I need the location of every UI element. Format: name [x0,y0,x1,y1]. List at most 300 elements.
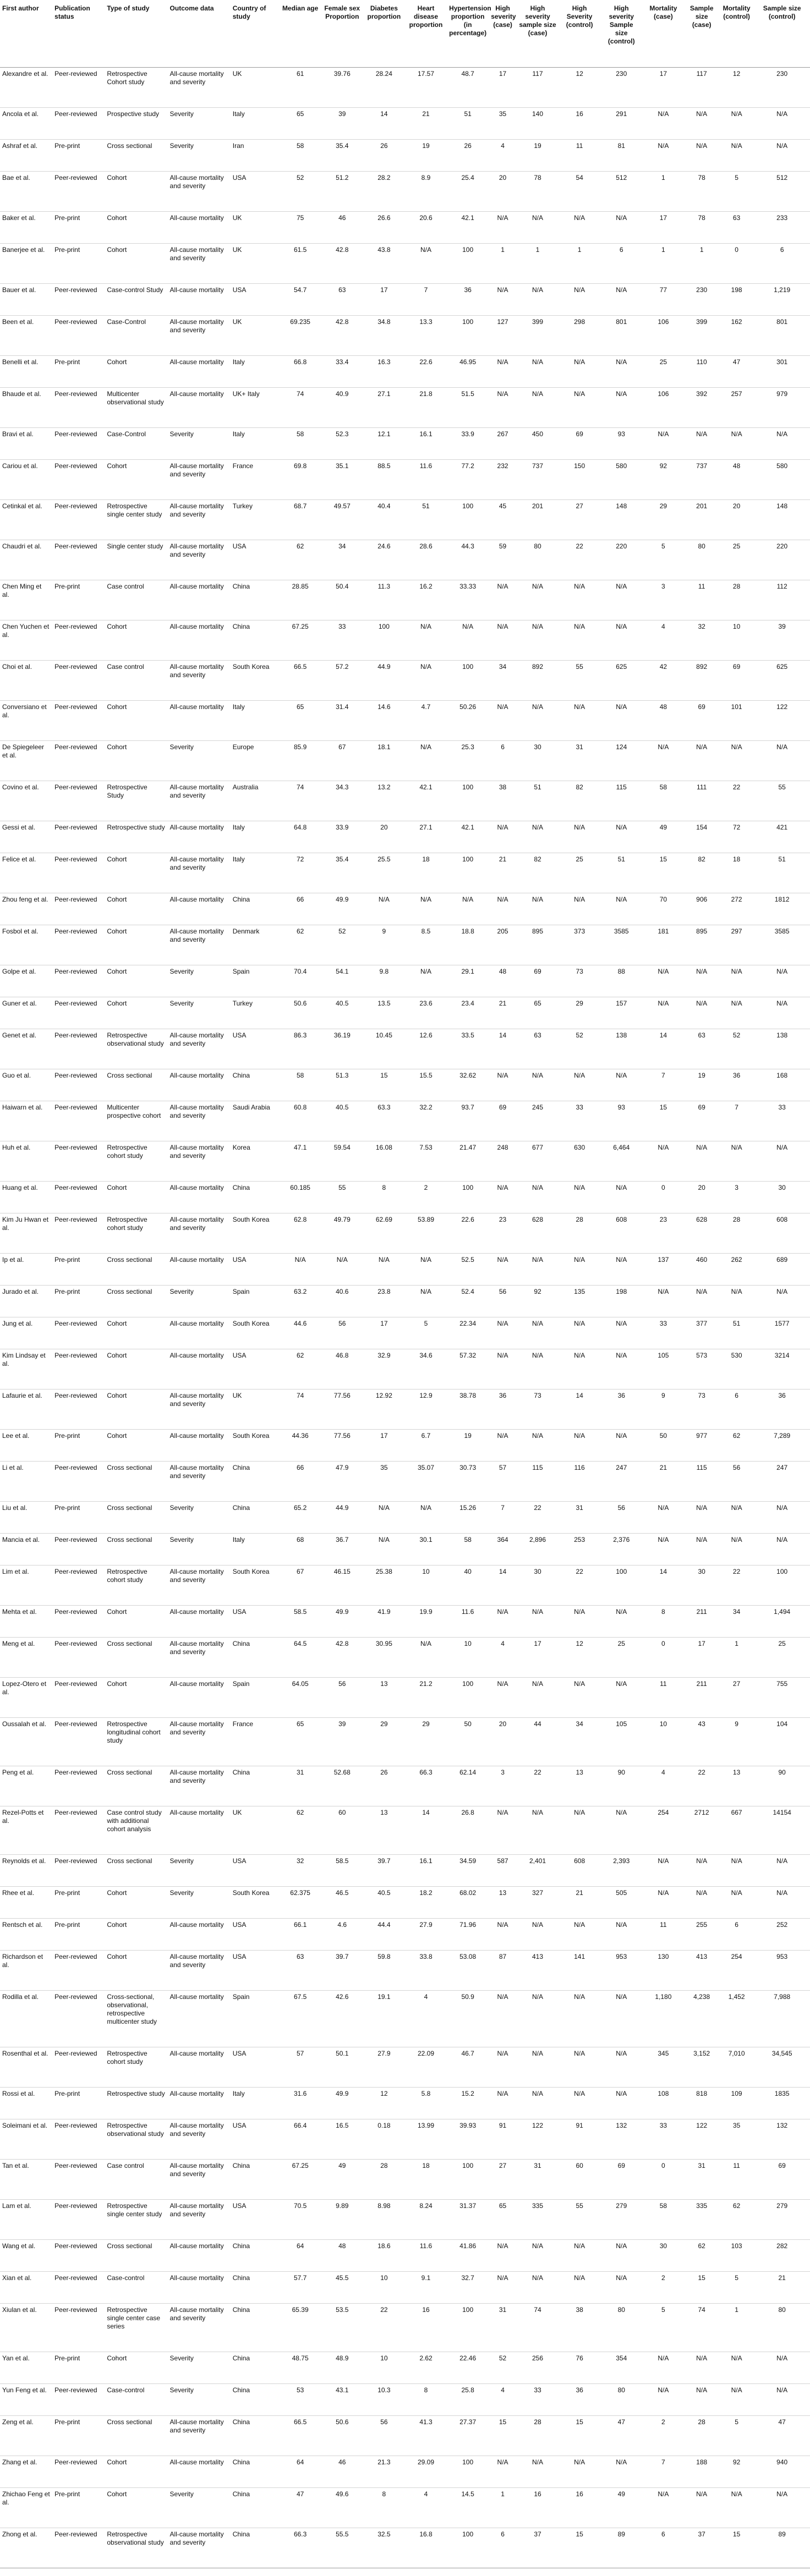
table-cell: 46.7 [447,2047,489,2088]
table-cell: 64.8 [280,821,321,853]
table-cell: 8.5 [405,925,447,965]
table-cell: 63 [280,1951,321,1991]
table-cell: 75 [280,212,321,244]
table-cell: N/A [600,2047,642,2088]
table-cell: Cross-sectional, observational, retrospective multicenter study [105,1991,167,2047]
table-cell: 9 [719,1718,754,1766]
table-cell: 6,464 [600,1141,642,1182]
table-cell: 282 [754,2240,810,2272]
table-cell: 57 [280,2047,321,2088]
table-cell: 53.89 [405,1213,447,1254]
table-cell: 6 [754,244,810,284]
table-cell: 977 [684,1430,719,1462]
table-cell: 19 [447,1430,489,1462]
table-cell: 132 [754,2119,810,2160]
column-header: Median age [280,0,321,68]
table-cell: N/A [517,2240,559,2272]
table-cell: 148 [600,500,642,540]
table-cell: All-cause mortality and severity [168,1766,231,1806]
table-cell: N/A [642,1502,684,1534]
table-cell: All-cause mortality [168,821,231,853]
table-cell: 1812 [754,893,810,925]
table-cell: 74 [517,2304,559,2352]
table-cell: 573 [684,1349,719,1389]
table-cell: UK+ Italy [231,388,280,428]
table-cell: Peer-reviewed [52,500,105,540]
table-cell: N/A [642,2352,684,2384]
table-cell: 62 [684,2240,719,2272]
table-cell: 17 [363,1430,405,1462]
table-cell: 31 [489,2304,517,2352]
table-cell: All-cause mortality and severity [168,172,231,212]
table-cell: 74 [280,1389,321,1430]
table-cell: 100 [447,244,489,284]
table-cell: 69 [684,701,719,741]
table-cell: N/A [642,1141,684,1182]
table-cell: Bauer et al. [0,284,52,316]
table-cell: 59 [489,540,517,580]
table-cell: 32.5 [363,2528,405,2568]
table-cell: 50.26 [447,701,489,741]
table-cell: 15 [719,2528,754,2568]
table-cell: 93 [600,428,642,460]
table-cell: 106 [642,388,684,428]
table-cell: N/A [489,1430,517,1462]
table-cell: Turkey [231,500,280,540]
table-cell: 65.2 [280,1502,321,1534]
table-cell: 0 [642,2160,684,2200]
table-cell: Cross sectional [105,1502,167,1534]
table-cell: 50 [642,1430,684,1462]
table-cell: Retrospective cohort study [105,1213,167,1254]
table-cell: 53 [280,2384,321,2416]
table-row [0,212,810,244]
table-row [0,2304,810,2352]
table-cell: All-cause mortality and severity [168,68,231,108]
column-header: Outcome data [168,0,231,68]
table-cell: N/A [600,1678,642,1718]
table-cell: 8.98 [363,2200,405,2240]
table-cell: All-cause mortality and severity [168,2200,231,2240]
table-cell: 47 [600,2416,642,2456]
table-cell: 892 [517,661,559,701]
table-cell: 49.9 [321,1606,363,1638]
table-cell: 19.9 [405,1606,447,1638]
table-cell: 137 [642,1254,684,1286]
table-cell: 18 [719,853,754,893]
table-cell: N/A [405,244,447,284]
table-cell: 272 [719,893,754,925]
table-cell: Cross sectional [105,1462,167,1502]
table-cell: Prospective study [105,108,167,140]
table-cell: N/A [363,1534,405,1566]
table-cell: 33 [517,2384,559,2416]
table-cell: 5 [719,172,754,212]
table-cell: China [231,1182,280,1213]
table-cell: 55 [559,2200,600,2240]
table-cell: N/A [405,620,447,661]
table-cell: 47 [280,2488,321,2528]
table-cell: 59.8 [363,1951,405,1991]
table-cell: Peer-reviewed [52,1951,105,1991]
column-header: High severity sample size (case) [517,0,559,68]
table-cell: 10 [363,2272,405,2304]
table-cell: China [231,1462,280,1502]
table-cell: 54.7 [280,284,321,316]
table-cell: France [231,1718,280,1766]
table-row [0,1430,810,1462]
table-cell: All-cause mortality [168,284,231,316]
table-row [0,781,810,821]
table-cell: N/A [642,2384,684,2416]
table-cell: 25 [642,356,684,388]
table-cell: Peer-reviewed [52,2200,105,2240]
table-cell: N/A [684,428,719,460]
table-row [0,965,810,997]
table-cell: 3 [642,580,684,620]
table-cell: N/A [719,428,754,460]
table-cell: 31 [684,2160,719,2200]
table-cell: 44.4 [363,1919,405,1951]
table-cell: 21.8 [405,388,447,428]
table-cell: 4,238 [684,1991,719,2047]
table-cell: Oussalah et al. [0,1718,52,1766]
table-cell: 201 [684,500,719,540]
table-cell: N/A [489,1254,517,1286]
column-header: Sample size (case) [684,0,719,68]
table-cell: China [231,580,280,620]
table-cell: N/A [489,1919,517,1951]
table-cell: 2 [642,2272,684,2304]
table-cell: 21.2 [405,1678,447,1718]
table-cell: All-cause mortality and severity [168,500,231,540]
table-cell: 52 [719,1029,754,1069]
table-cell: N/A [447,893,489,925]
table-cell: 16 [559,2488,600,2528]
table-cell: 66.4 [280,2119,321,2160]
table-cell: 49 [321,2160,363,2200]
table-cell: N/A [600,388,642,428]
table-cell: 103 [719,2240,754,2272]
table-cell: Guner et al. [0,997,52,1029]
table-cell: Multicenter prospective cohort [105,1101,167,1141]
table-cell: N/A [489,2456,517,2488]
table-cell: Cohort [105,1919,167,1951]
table-cell: Italy [231,356,280,388]
table-cell: 62.375 [280,1887,321,1919]
table-cell: N/A [559,620,600,661]
table-cell: 37 [684,2528,719,2568]
table-cell: 49.79 [321,1213,363,1254]
table-cell: 50.1 [321,2047,363,2088]
table-cell: 66 [280,893,321,925]
table-cell: China [231,2160,280,2200]
column-header: Sample size (control) [754,0,810,68]
table-cell: 16.5 [321,2119,363,2160]
table-cell: 22.09 [405,2047,447,2088]
table-cell: 14 [489,1029,517,1069]
table-cell: 89 [600,2528,642,2568]
table-row [0,2384,810,2416]
table-cell: 27 [719,1678,754,1718]
table-cell: 298 [559,316,600,356]
table-cell: Case-Control [105,316,167,356]
table-cell: 267 [489,428,517,460]
table-row [0,1069,810,1101]
table-cell: N/A [642,1855,684,1887]
column-header: Female sex Proportion [321,0,363,68]
table-cell: N/A [517,701,559,741]
table-cell: Peer-reviewed [52,540,105,580]
table-cell: 115 [517,1462,559,1502]
table-cell: All-cause mortality and severity [168,1101,231,1141]
table-cell: 80 [684,540,719,580]
table-cell: 41.3 [405,2416,447,2456]
table-cell: 677 [517,1141,559,1182]
table-cell: 262 [719,1254,754,1286]
table-cell: Italy [231,853,280,893]
table-cell: Peer-reviewed [52,284,105,316]
table-cell: 66 [280,1462,321,1502]
table-cell: All-cause mortality and severity [168,2304,231,2352]
table-cell: 67 [321,741,363,781]
table-row [0,1678,810,1718]
table-cell: Australia [231,781,280,821]
table-cell: 895 [517,925,559,965]
table-cell: 30.1 [405,1534,447,1566]
table-cell: All-cause mortality [168,1606,231,1638]
table-cell: 100 [447,2304,489,2352]
table-cell: 33.8 [405,1951,447,1991]
table-cell: 13.2 [363,781,405,821]
table-cell: 49.9 [321,2088,363,2119]
table-cell: 22 [559,540,600,580]
table-cell: 138 [600,1029,642,1069]
table-cell: 115 [684,1462,719,1502]
table-cell: 10.3 [363,2384,405,2416]
table-cell: Pre-print [52,1919,105,1951]
table-cell: 67.25 [280,620,321,661]
table-cell: 65 [280,108,321,140]
table-cell: All-cause mortality [168,1349,231,1389]
table-cell: 15.5 [405,1069,447,1101]
table-cell: Xiulan et al. [0,2304,52,2352]
table-cell: All-cause mortality [168,1678,231,1718]
table-row [0,244,810,284]
table-cell: N/A [719,741,754,781]
table-cell: 34 [321,540,363,580]
table-cell: 3585 [600,925,642,965]
table-cell: 21 [489,853,517,893]
table-cell: 63 [719,212,754,244]
table-cell: N/A [684,965,719,997]
table-cell: 953 [600,1951,642,1991]
table-row [0,580,810,620]
table-cell: 6 [642,2528,684,2568]
table-cell: 32.9 [363,1349,405,1389]
table-cell: 14 [559,1389,600,1430]
table-cell: UK [231,212,280,244]
table-cell: N/A [517,893,559,925]
table-cell: 33 [321,620,363,661]
table-cell: 1577 [754,1317,810,1349]
table-cell: 1 [489,2488,517,2528]
table-row [0,1806,810,1855]
table-cell: 12 [363,2088,405,2119]
table-cell: N/A [642,1534,684,1566]
table-cell: N/A [719,1887,754,1919]
table-cell: 57 [489,1462,517,1502]
table-cell: 74 [684,2304,719,2352]
table-cell: Peer-reviewed [52,108,105,140]
table-cell: Zeng et al. [0,2416,52,2456]
table-cell: USA [231,1855,280,1887]
table-cell: All-cause mortality and severity [168,2416,231,2456]
table-cell: South Korea [231,1887,280,1919]
table-cell: Guo et al. [0,1069,52,1101]
table-row [0,1141,810,1182]
table-cell: N/A [754,1855,810,1887]
table-cell: Cohort [105,965,167,997]
table-cell: N/A [559,2088,600,2119]
column-header: Mortality (case) [642,0,684,68]
table-cell: N/A [754,1502,810,1534]
table-cell: 115 [600,781,642,821]
table-cell: Peer-reviewed [52,2528,105,2568]
table-cell: N/A [684,1887,719,1919]
table-cell: 0.18 [363,2119,405,2160]
table-cell: 373 [559,925,600,965]
table-cell: 14 [642,1566,684,1606]
table-cell: All-cause mortality and severity [168,1389,231,1430]
table-cell: 399 [684,316,719,356]
table-cell: Huang et al. [0,1182,52,1213]
table-cell: N/A [517,1069,559,1101]
table-cell: N/A [559,388,600,428]
table-cell: Soleimani et al. [0,2119,52,2160]
table-cell: 5 [719,2272,754,2304]
table-cell: N/A [489,821,517,853]
table-cell: 40.5 [321,997,363,1029]
table-cell: 4 [489,2384,517,2416]
table-cell: Cross sectional [105,1534,167,1566]
table-cell: N/A [642,428,684,460]
table-cell: Cohort [105,1430,167,1462]
table-cell: All-cause mortality and severity [168,781,231,821]
table-cell: 76 [559,2352,600,2384]
table-cell: 247 [754,1462,810,1502]
table-cell: 100 [447,316,489,356]
table-cell: Meng et al. [0,1638,52,1678]
table-cell: Haiwarn et al. [0,1101,52,1141]
table-cell: 54.1 [321,965,363,997]
table-cell: 14 [363,108,405,140]
table-cell: N/A [684,997,719,1029]
table-cell: 1,219 [754,284,810,316]
table-cell: 256 [517,2352,559,2384]
table-cell: N/A [719,997,754,1029]
table-cell: 67.25 [280,2160,321,2200]
table-cell: 162 [719,316,754,356]
table-cell: Cohort [105,701,167,741]
table-cell: 44.9 [321,1502,363,1534]
table-cell: 15 [642,853,684,893]
table-cell: 77.2 [447,460,489,500]
table-cell: 36 [489,1389,517,1430]
table-cell: Severity [168,108,231,140]
table-cell: Spain [231,1991,280,2047]
table-cell: 34.59 [447,1855,489,1887]
table-cell: 61 [280,68,321,108]
table-cell: USA [231,172,280,212]
table-cell: 62 [280,925,321,965]
table-cell: 39 [754,620,810,661]
table-row [0,1855,810,1887]
table-cell: 7 [405,284,447,316]
table-cell: Severity [168,2352,231,2384]
table-cell: 22.46 [447,2352,489,2384]
table-cell: 22 [517,1502,559,1534]
table-cell: 34.8 [363,316,405,356]
table-cell: 30 [642,2240,684,2272]
table-row [0,2488,810,2528]
table-cell: Peer-reviewed [52,925,105,965]
table-cell: 35.4 [321,853,363,893]
table-cell: N/A [517,1254,559,1286]
table-cell: 25.38 [363,1566,405,1606]
table-cell: 5 [405,1317,447,1349]
table-cell: 22.34 [447,1317,489,1349]
table-cell: N/A [684,2352,719,2384]
table-cell: Cross sectional [105,1638,167,1678]
table-cell: Cohort [105,1317,167,1349]
table-cell: N/A [684,1502,719,1534]
table-cell: 52 [559,1029,600,1069]
table-cell: 13.99 [405,2119,447,2160]
table-cell: 69.8 [280,460,321,500]
table-cell: 36 [447,284,489,316]
table-cell: N/A [489,2240,517,2272]
table-cell: 28.85 [280,580,321,620]
table-cell: 7 [642,2456,684,2488]
table-cell: Cohort [105,1182,167,1213]
table-cell: N/A [642,1286,684,1317]
table-cell: 47.1 [280,1141,321,1182]
table-cell: 32.7 [447,2272,489,2304]
table-cell: 82 [559,781,600,821]
table-cell: 105 [642,1349,684,1389]
table-cell: 22 [363,2304,405,2352]
table-cell: All-cause mortality [168,1254,231,1286]
table-cell: 906 [684,893,719,925]
table-row [0,172,810,212]
table-cell: Italy [231,1534,280,1566]
table-cell: 21.47 [447,1141,489,1182]
table-cell: 17 [363,1317,405,1349]
table-body [0,68,810,2568]
table-cell: 57.32 [447,1349,489,1389]
table-cell: Rossi et al. [0,2088,52,2119]
table-cell: 39 [321,1718,363,1766]
table-cell: 16.3 [363,356,405,388]
table-cell: N/A [363,1254,405,1286]
table-cell: 122 [517,2119,559,2160]
table-cell: 25.8 [447,2384,489,2416]
table-cell: 10 [405,1566,447,1606]
column-header: High severity (case) [489,0,517,68]
table-cell: 62.8 [280,1213,321,1254]
table-cell: Severity [168,428,231,460]
